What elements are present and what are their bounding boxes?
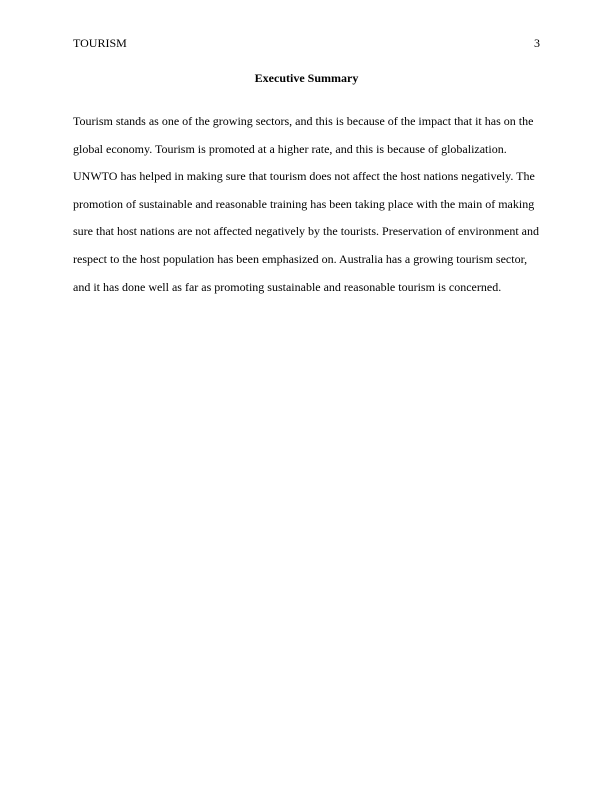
- paragraph-line: and it has done well as far as promoting sustainable and reasonable tourism is concerned.: [73, 279, 502, 294]
- paragraph-line: global economy. Tourism is promoted at a higher rate, and this is because of globalization.: [73, 141, 507, 156]
- running-head: TOURISM: [73, 36, 127, 50]
- body-paragraph: [73, 108, 543, 301]
- paragraph-line: UNWTO has helped in making sure that tourism does not affect the host nations negatively. The: [73, 169, 535, 184]
- paragraph-line: promotion of sustainable and reasonable training has been taking place with the main of making: [73, 196, 535, 211]
- paragraph-line: Tourism stands as one of the growing sectors, and this is because of the impact that it has on the: [73, 114, 534, 128]
- page-number: 3: [534, 36, 540, 50]
- paragraph-line: respect to the host population has been emphasized on. Australia has a growing tourism sector,: [73, 251, 528, 266]
- section-title: Executive Summary: [254, 71, 359, 85]
- paragraph-line: sure that host nations are not affected negatively by the tourists. Preservation of environment and: [73, 224, 539, 239]
